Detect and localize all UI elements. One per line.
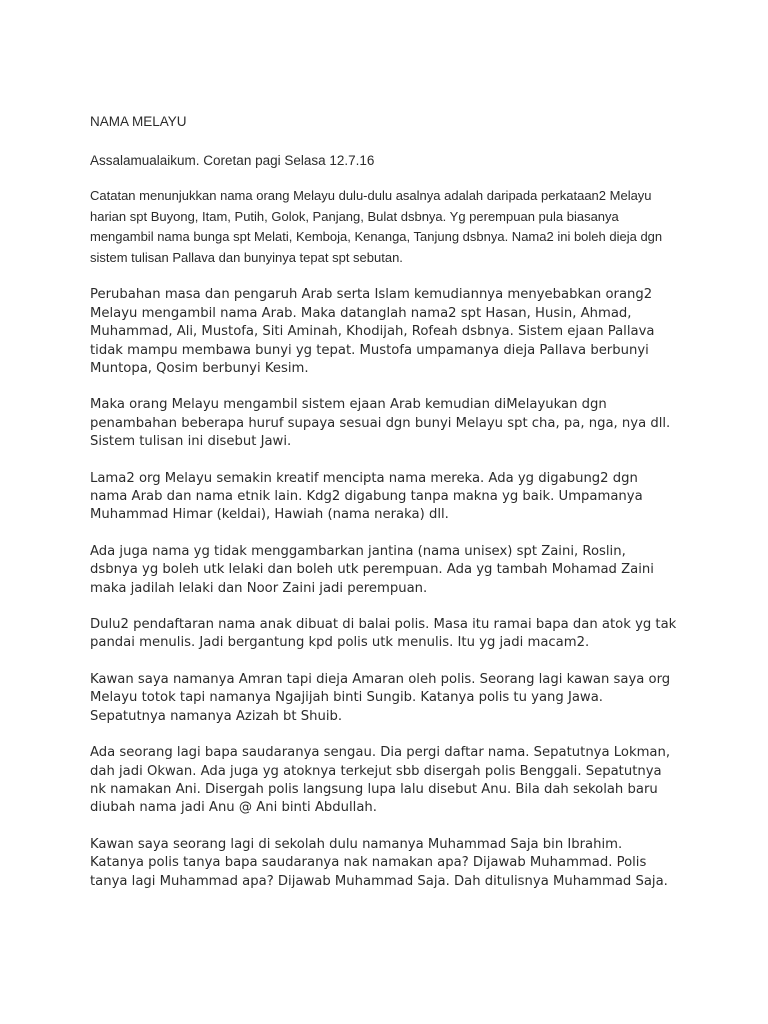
- paragraph-line: Kawan saya seorang lagi di sekolah dulu namanya Muhammad Saja bin Ibrahim.: [90, 836, 623, 852]
- paragraph-line: dah jadi Okwan. Ada juga yg atoknya terkejut sbb disergah polis Benggali. Sepatutnya: [90, 763, 662, 779]
- paragraph-line: Melayu mengambil nama Arab. Maka datanglah nama2 spt Hasan, Husin, Ahmad,: [90, 305, 632, 321]
- paragraph-line: Muhammad, Ali, Mustofa, Siti Aminah, Khodijah, Rofeah dsbnya. Sistem ejaan Pallava: [90, 324, 655, 340]
- paragraph-line: Ada seorang lagi bapa saudaranya sengau. Dia pergi daftar nama. Sepatutnya Lokman,: [90, 745, 671, 761]
- paragraph-line: Muntopa, Qosim berbunyi Kesim.: [90, 361, 309, 376]
- paragraph-line: Katanya polis tanya bapa saudaranya nak namakan apa? Dijawab Muhammad. Polis: [90, 855, 647, 871]
- intro-line: sistem tulisan Pallava dan bunyinya tepat spt sebutan.: [90, 249, 403, 265]
- paragraph-line: Maka orang Melayu mengambil sistem ejaan Arab kemudian diMelayukan dgn: [90, 397, 607, 413]
- document-page: [90, 112, 690, 909]
- paragraph-arab-influence: [90, 286, 690, 378]
- paragraph-line: dsbnya yg boleh utk lelaki dan boleh utk perempuan. Ada yg tambah Mohamad Zaini: [90, 562, 654, 578]
- paragraph-police-registration: [90, 616, 690, 653]
- paragraph-line: Melayu totok tapi namanya Ngajijah binti Sungib. Katanya polis tu yang Jawa.: [90, 690, 603, 706]
- paragraph-line: Kawan saya namanya Amran tapi dieja Amaran oleh polis. Seorang lagi kawan saya org: [90, 671, 671, 687]
- paragraph-line: tanya lagi Muhammad apa? Dijawab Muhammad Saja. Dah ditulisnya Muhammad Saja.: [90, 873, 668, 889]
- paragraph-line: Dulu2 pendaftaran nama anak dibuat di balai polis. Masa itu ramai bapa dan atok yg tak: [90, 617, 677, 633]
- paragraph-line: Sistem tulisan ini disebut Jawi.: [90, 434, 292, 450]
- paragraph-line: maka jadilah lelaki dan Noor Zaini jadi perempuan.: [90, 580, 428, 596]
- greeting-line: Assalamualaikum. Coretan pagi Selasa 12.7.16: [90, 153, 375, 168]
- intro-paragraph: [90, 186, 690, 268]
- paragraph-muhammad-saja-example: [90, 836, 690, 891]
- paragraph-line: Perubahan masa dan pengaruh Arab serta Islam kemudiannya menyebabkan orang2: [90, 287, 653, 303]
- paragraph-line: nk namakan Ani. Disergah polis langsung lupa lalu disebut Anu. Bila dah sekolah baru: [90, 781, 658, 797]
- paragraph-line: Sepatutnya namanya Azizah bt Shuib.: [90, 708, 343, 724]
- paragraph-line: penambahan beberapa huruf supaya sesuai dgn bunyi Melayu spt cha, pa, nga, nya dll.: [90, 415, 671, 431]
- paragraph-unisex-names: [90, 543, 690, 598]
- intro-line: mengambil nama bunga spt Melati, Kemboja, Kenanga, Tanjung dsbnya. Nama2 ini boleh dieja dgn: [90, 229, 663, 245]
- paragraph-lokman-example: [90, 744, 690, 818]
- paragraph-line: Muhammad Himar (keldai), Hawiah (nama neraka) dll.: [90, 507, 449, 523]
- intro-line: harian spt Buyong, Itam, Putih, Golok, Panjang, Bulat dsbnya. Yg perempuan pula biasanya: [90, 208, 619, 224]
- paragraph-line: pandai menulis. Jadi bergantung kpd polis utk menulis. Itu yg jadi macam2.: [90, 635, 590, 651]
- paragraph-amran-example: [90, 671, 690, 726]
- paragraph-jawi: [90, 396, 690, 451]
- paragraph-creative-names: [90, 470, 690, 525]
- paragraph-line: Lama2 org Melayu semakin kreatif mencipta nama mereka. Ada yg digabung2 dgn: [90, 470, 638, 486]
- intro-line: Catatan menunjukkan nama orang Melayu dulu-dulu asalnya adalah daripada perkataan2 Melayu: [90, 188, 652, 203]
- paragraph-line: tidak mampu membawa bunyi yg tepat. Mustofa umpamanya dieja Pallava berbunyi: [90, 342, 649, 358]
- paragraph-line: diubah nama jadi Anu @ Ani binti Abdullah.: [90, 800, 377, 816]
- paragraph-line: nama Arab dan nama etnik lain. Kdg2 digabung tanpa makna yg baik. Umpamanya: [90, 489, 643, 505]
- paragraph-line: Ada juga nama yg tidak menggambarkan jantina (nama unisex) spt Zaini, Roslin,: [90, 543, 626, 559]
- document-title: NAMA MELAYU: [90, 114, 187, 129]
